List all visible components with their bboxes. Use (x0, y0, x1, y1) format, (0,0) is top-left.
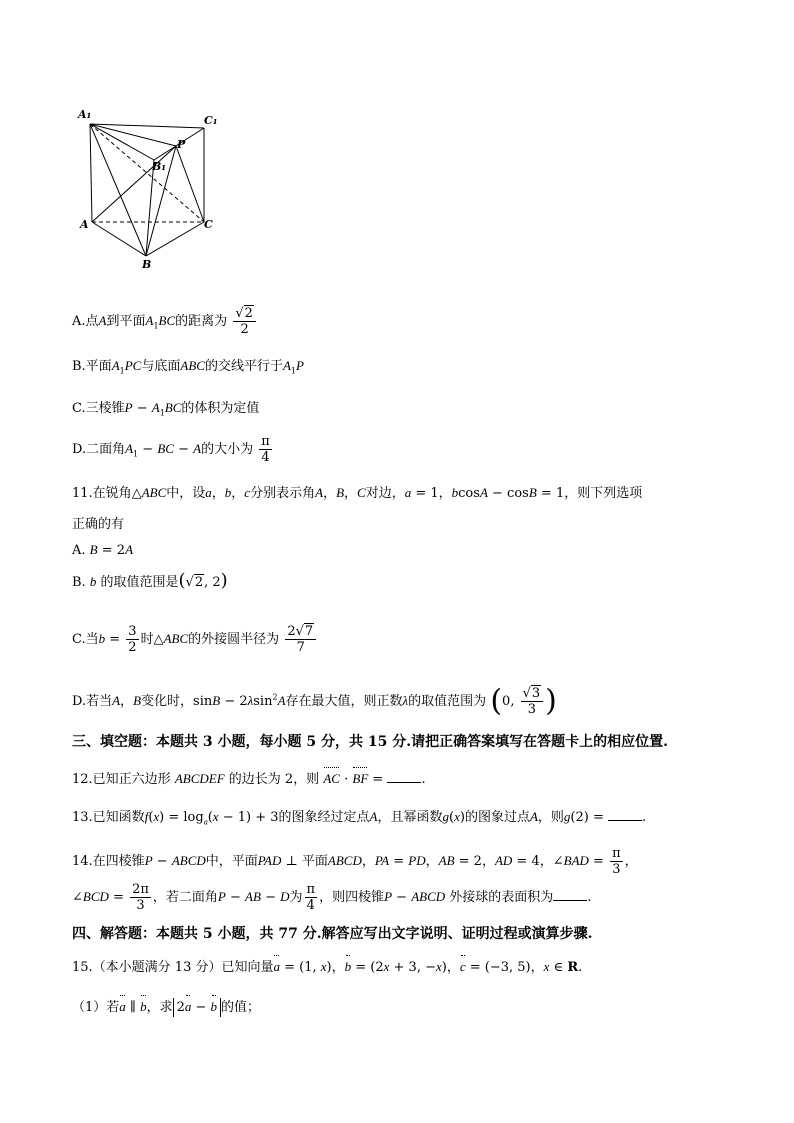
q10-option-d: D.二面角$A_1$ − BC − A的大小为 $\frac{\pi}{4}$ (72, 434, 270, 465)
q15-stem: 15.（本小题满分 13 分）已知向量a = (1, x)，b = (2x + 3, −x)，c = (−3, 5)，x ∈ R. (72, 959, 583, 975)
q11-option-d: D.若当A，B变化时，sinB − 2λsin$^2$A存在最大值，则正数λ的取值范围为 (0, $\frac{√3}{3}$ ) (72, 683, 557, 719)
q13-answer-blank[interactable] (608, 808, 642, 821)
q11-stem-cont: 正确的有 (72, 517, 125, 532)
q14-line2: ∠BCD = $\frac{2\pi}{3}$ ，若二面角P − AB − D为 $\frac{\pi}{4}$ ，则四棱锥P − ABCD 外接球的表面积为 . (72, 882, 592, 913)
q12-answer-blank[interactable] (387, 770, 421, 783)
label-a1: A₁ (78, 108, 92, 121)
q15-sub1: （1）若a ∥ b，求 2a − b 的值； (72, 999, 261, 1015)
q10-option-a: A.点A到平面$A_1BC$的距离为 $\frac{√2}{2}$ (72, 306, 258, 337)
q10-option-c: C.三棱锥$P - A_1BC$的体积为定值 (72, 400, 260, 418)
q11-stem: 11.在锐角△ABC中，设a，b，c分别表示角A，B，C对边，a = 1，bcosA − cosB = 1，则下列选项 (72, 485, 643, 501)
section-4-title: 四、解答题：本题共 5 小题，共 77 分.解答应写出文字说明、证明过程或演算步骤. (72, 926, 593, 942)
label-a: A (80, 218, 89, 231)
q12: 12.已知正六边形 ABCDEF 的边长为 2，则 AC · BF = . (72, 771, 426, 787)
q11-option-a: A. B = 2A (72, 542, 134, 558)
q14-answer-blank[interactable] (553, 888, 587, 901)
q13: 13.已知函数$f(x) = \log_a(x - 1) + 3$的图象经过定点A，且幂函数g(x)的图象过点A，则g(2) = . (72, 809, 647, 827)
section-3-title: 三、填空题：本题共 3 小题，每小题 5 分，共 15 分.请把正确答案填写在答题卡上的相应位置. (72, 734, 668, 750)
q14-line1: 14.在四棱锥P − ABCD中，平面PAD ⊥ 平面ABCD，PA = PD，AB = 2，AD = 4，∠BAD = $\frac{\pi}{3}$ ， (72, 846, 638, 877)
label-b: B (142, 258, 152, 271)
label-b1: B₁ (152, 160, 167, 173)
label-p: P (177, 138, 186, 151)
q10-option-b: B.平面$A_1PC$与底面ABC的交线平行于$A_1P$ (72, 358, 304, 376)
prism-figure (76, 108, 226, 298)
q11-option-c: C.当b = $\frac{3}{2}$ 时△ABC的外接圆半径为 $\frac{2√7}{7}$ (72, 624, 318, 655)
q11-option-b: B. b 的取值范围是(√2, 2) (72, 570, 228, 591)
label-c1: C₁ (204, 114, 218, 127)
label-c: C (204, 218, 213, 231)
